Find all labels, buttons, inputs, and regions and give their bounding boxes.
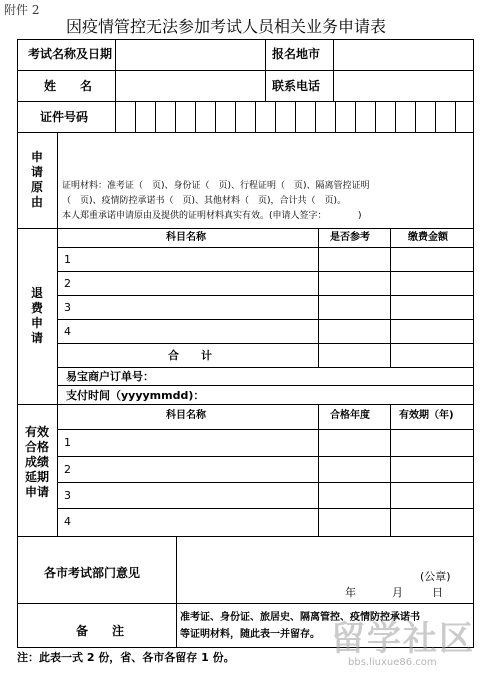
refund-col-attended: 是否参考 bbox=[330, 232, 370, 243]
refund-col-subject: 科目名称 bbox=[166, 232, 206, 243]
reason-materials-line2: （ 页)、疫情防控承诺书（ 页)、其他材料（ 页)，合计共（ 页)。 bbox=[62, 196, 347, 206]
date-month-label: 月 bbox=[392, 586, 403, 599]
phone-label: 联系电话 bbox=[272, 79, 321, 93]
reason-materials-line1: 证明材料：准考证（ 页)、身份证（ 页)、行程证明（ 页)、隔离管控证明 bbox=[62, 181, 370, 191]
remarks-label: 备 注 bbox=[76, 624, 125, 638]
official-seal-text: (公章) bbox=[420, 570, 451, 583]
extension-row-number: 4 bbox=[64, 515, 71, 528]
reason-commitment-line: 本人郑重承诺申请原由及提供的证明材料真实有效。(申请人签字： ) bbox=[62, 211, 362, 221]
id-number-field[interactable] bbox=[117, 103, 471, 131]
refund-subject-field[interactable] bbox=[72, 249, 316, 270]
exam-name-date-label: 考试名称及日期 bbox=[28, 47, 113, 61]
extension-subject-field[interactable] bbox=[72, 510, 316, 535]
extension-subject-field[interactable] bbox=[72, 458, 316, 481]
registration-city-field[interactable] bbox=[335, 41, 471, 69]
phone-field[interactable] bbox=[335, 72, 471, 100]
extension-row-number: 1 bbox=[64, 436, 71, 449]
watermark-url: bbs.liuxue86.com bbox=[348, 657, 437, 668]
remarks-text-line1: 准考证、身份证、旅居史、隔离管控、疫情防控承诺书 bbox=[180, 612, 420, 623]
remarks-text-line2: 等证明材料，随此表一并留存。 bbox=[180, 629, 320, 640]
city-opinion-label: 各市考试部门意见 bbox=[44, 566, 141, 580]
extension-col-subject: 科目名称 bbox=[166, 410, 206, 421]
page-title: 因疫情管控无法参加考试人员相关业务申请表 bbox=[66, 17, 387, 36]
extension-col-year: 合格年度 bbox=[330, 410, 370, 421]
name-field[interactable] bbox=[117, 72, 263, 100]
refund-section-label: 退 费 申 请 bbox=[30, 286, 43, 345]
refund-row-number: 4 bbox=[64, 325, 71, 338]
refund-subject-field[interactable] bbox=[72, 273, 316, 294]
refund-row-number: 2 bbox=[64, 277, 71, 290]
refund-row-number: 1 bbox=[64, 253, 71, 266]
extension-section-label: 有 效 合 格 成 绩 延 期 申 请 bbox=[24, 425, 50, 499]
watermark-logo-text: 留学社区 bbox=[331, 619, 475, 659]
footer-note: 注：此表一式 2 份，省、各市各留存 1 份。 bbox=[17, 651, 235, 664]
extension-subject-field[interactable] bbox=[72, 484, 316, 507]
attachment-label: 附件 2 bbox=[4, 3, 40, 17]
reason-section-label: 申 请 原 由 bbox=[30, 150, 43, 209]
payment-time-label: 支付时间（yyyymmdd)： bbox=[66, 389, 205, 402]
extension-subject-field[interactable] bbox=[72, 431, 316, 455]
registration-city-label: 报名地市 bbox=[272, 47, 321, 61]
refund-subject-field[interactable] bbox=[72, 297, 316, 318]
extension-row-number: 3 bbox=[64, 489, 71, 502]
exam-name-date-field[interactable] bbox=[117, 41, 263, 69]
id-number-label: 证件号码 bbox=[40, 110, 89, 124]
extension-row-number: 2 bbox=[64, 463, 71, 476]
refund-subject-field[interactable] bbox=[72, 321, 316, 342]
refund-row-number: 3 bbox=[64, 301, 71, 314]
refund-total-label: 合 计 bbox=[168, 349, 212, 362]
date-day-label: 日 bbox=[432, 586, 443, 599]
date-year-label: 年 bbox=[345, 586, 356, 599]
order-number-label: 易宝商户订单号： bbox=[66, 370, 154, 383]
extension-col-validity: 有效期（年) bbox=[399, 410, 454, 421]
refund-col-fee: 缴费金额 bbox=[408, 232, 448, 243]
name-label: 姓 名 bbox=[44, 79, 93, 93]
